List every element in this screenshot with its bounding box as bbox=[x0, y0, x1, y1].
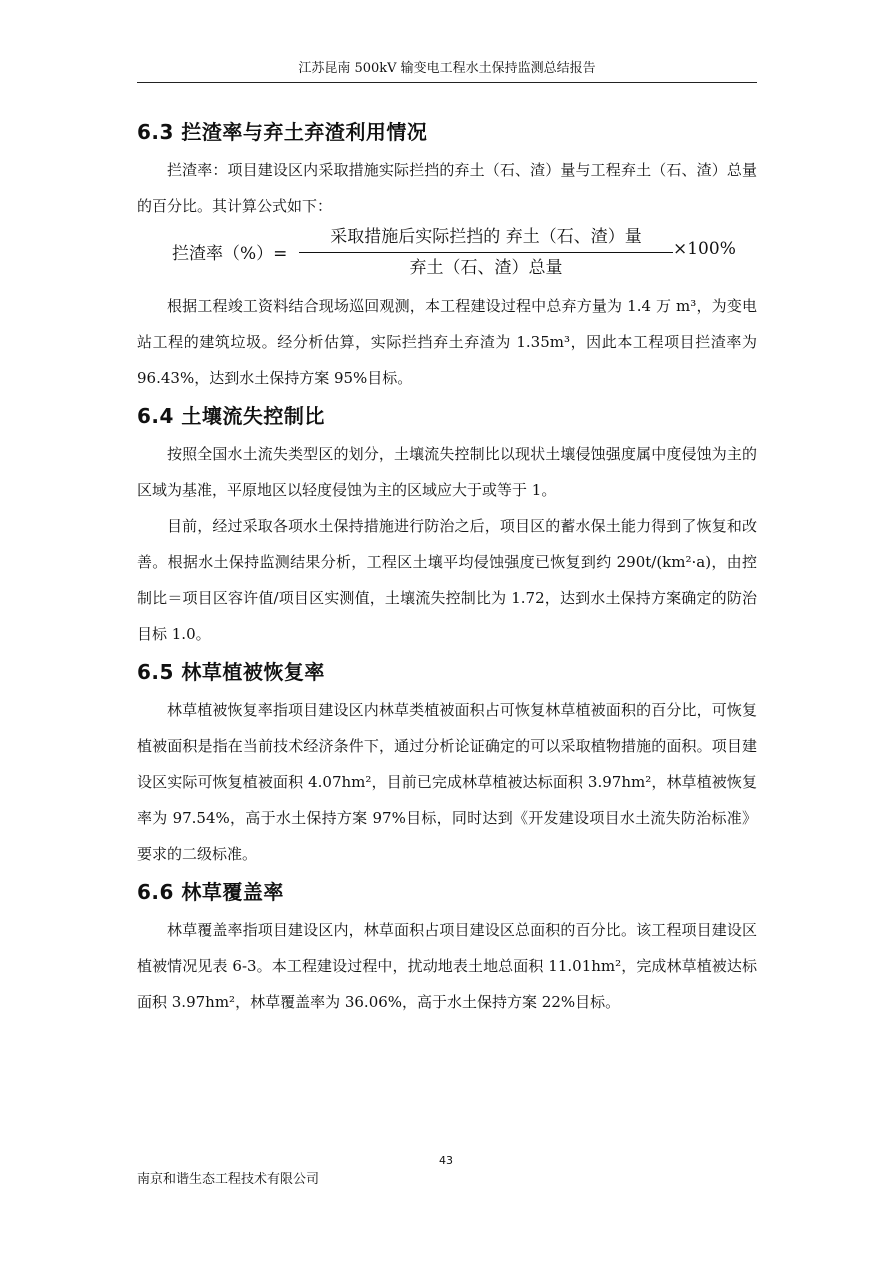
section-heading-6-6: 6.6 林草覆盖率 bbox=[137, 880, 284, 904]
paragraph: 林草覆盖率指项目建设区内，林草面积占项目建设区总面积的百分比。该工程项目建设区植被情况见表 6-3。本工程建设过程中，扰动地表土地总面积 11.01hm²，完成林草植被达标面积 3.97hm²，林草覆盖率为 36.06%，高于水土保持方案 22%目标。 bbox=[137, 921, 757, 1011]
running-header: 江苏昆南 500kV 输变电工程水土保持监测总结报告 bbox=[298, 61, 596, 76]
header-rule bbox=[137, 82, 757, 83]
section-heading-6-3: 6.3 拦渣率与弃土弃渣利用情况 bbox=[137, 120, 428, 144]
formula-rhs: ×100% bbox=[673, 239, 736, 259]
formula-fraction bbox=[299, 224, 673, 281]
paragraph: 根据工程竣工资料结合现场巡回观测，本工程建设过程中总弃方量为 1.4 万 m³，为变电站工程的建筑垃圾。经分析估算，实际拦挡弃土弃渣为 1.35m³，因此本工程项目拦渣率为 96.43%，达到水土保持方案 95%目标。 bbox=[137, 297, 757, 387]
paragraph: 按照全国水土流失类型区的划分，土壤流失控制比以现状土壤侵蚀强度属中度侵蚀为主的区域为基准，平原地区以轻度侵蚀为主的区域应大于或等于 1。 bbox=[137, 445, 757, 499]
fraction-bar bbox=[299, 252, 673, 253]
formula bbox=[137, 224, 757, 288]
paragraph: 林草植被恢复率指项目建设区内林草类植被面积占可恢复林草植被面积的百分比，可恢复植被面积是指在当前技术经济条件下，通过分析论证确定的可以采取植物措施的面积。项目建设区实际可恢复植被面积 4.07hm²，目前已完成林草植被达标面积 3.97hm²，林草植被恢复率为 97.54%，高于水土保持方案 97%目标，同时达到《开发建设项目水土流失防治标准》要求的二级标准。 bbox=[137, 701, 757, 863]
footer-company: 南京和谐生态工程技术有限公司 bbox=[137, 1172, 320, 1187]
formula-numerator: 采取措施后实际拦挡的 弃土（石、渣）量 bbox=[330, 227, 642, 247]
paragraph: 目前，经过采取各项水土保持措施进行防治之后，项目区的蓄水保土能力得到了恢复和改善。根据水土保持监测结果分析，工程区土壤平均侵蚀强度已恢复到约 290t/(km²·a)，由控制比＝项目区容许值/项目区实测值，土壤流失控制比为 1.72，达到水土保持方案确定的防治目标 1.0。 bbox=[137, 517, 757, 643]
formula-denominator: 弃土（石、渣）总量 bbox=[409, 258, 563, 278]
paragraph: 拦渣率：项目建设区内采取措施实际拦挡的弃土（石、渣）量与工程弃土（石、渣）总量的百分比。其计算公式如下： bbox=[137, 161, 757, 215]
section-heading-6-5: 6.5 林草植被恢复率 bbox=[137, 660, 325, 684]
formula-lhs: 拦渣率（%）= bbox=[172, 244, 288, 264]
document-body bbox=[137, 112, 757, 1020]
section-heading-6-4: 6.4 土壤流失控制比 bbox=[137, 404, 325, 428]
page-number: 43 bbox=[439, 1154, 453, 1167]
